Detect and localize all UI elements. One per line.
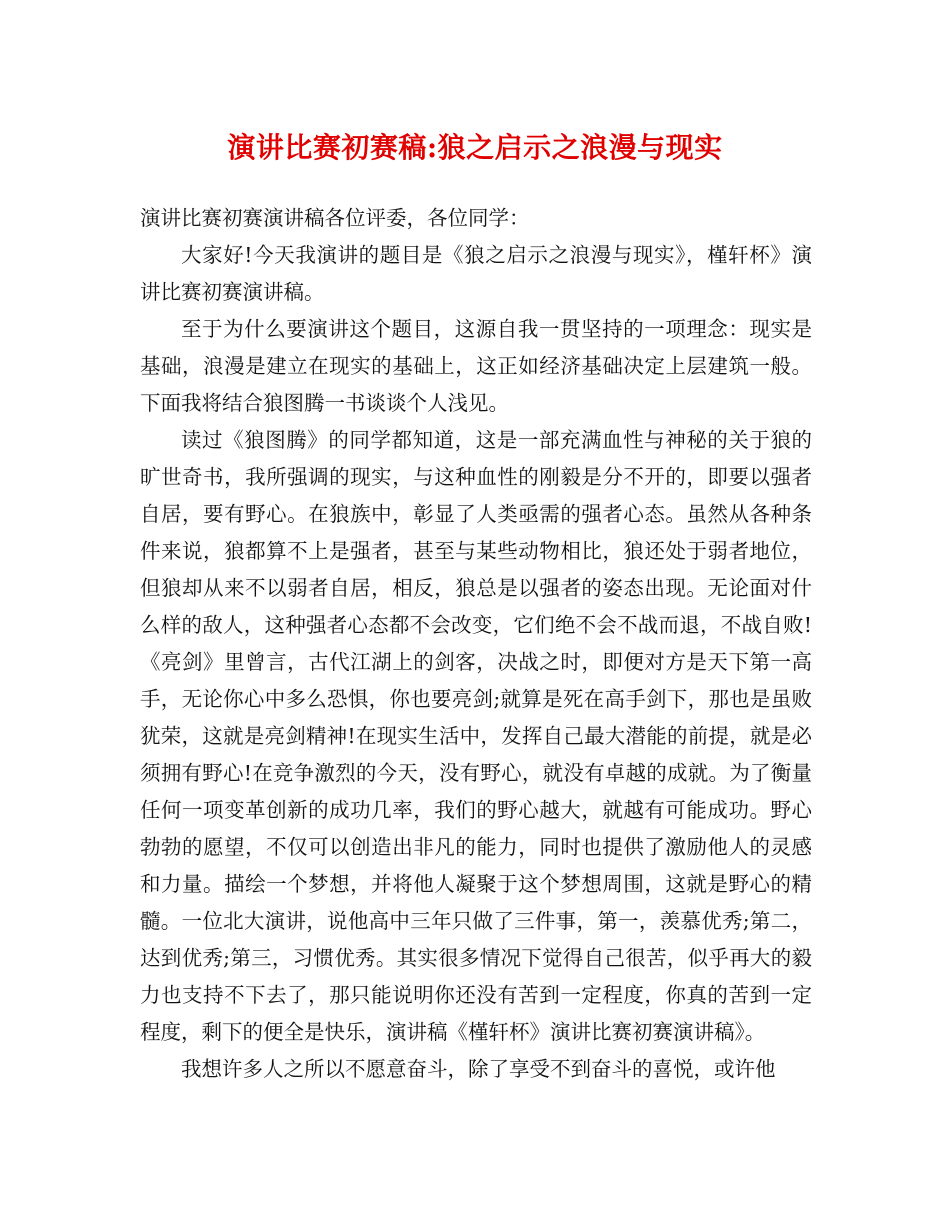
document-body: [140, 200, 812, 1088]
paragraph-reason: 至于为什么要演讲这个题目，这源自我一贯坚持的一项理念：现实是基础，浪漫是建立在现实的基础上，这正如经济基础决定上层建筑一般。下面我将结合狼图腾一书谈谈个人浅见。: [140, 317, 812, 415]
paragraph-wolf-totem: 读过《狼图腾》的同学都知道，这是一部充满血性与神秘的关于狼的旷世奇书，我所强调的现实，与这种血性的刚毅是分不开的，即要以强者自居，要有野心。在狼族中，彰显了人类亟需的强者心态。虽然从各种条件来说，狼都算不上是强者，甚至与某些动物相比，狼还处于弱者地位，但狼却从来不以弱者自居，相反，狼总是以强者的姿态出现。无论面对什么样的敌人，这种强者心态都不会改变，它们绝不会不战而退，不战自败!《亮剑》里曾言，古代江湖上的剑客，决战之时，即便对方是天下第一高手，无论你心中多么恐惧，你也要亮剑;就算是死在高手剑下，那也是虽败犹荣，这就是亮剑精神!在现实生活中，发挥自己最大潜能的前提，就是必须拥有野心!在竞争激烈的今天，没有野心，就没有卓越的成就。为了衡量任何一项变革创新的成功几率，我们的野心越大，就越有可能成功。野心勃勃的愿望，不仅可以创造出非凡的能力，同时也提供了激励他人的灵感和力量。描绘一个梦想，并将他人凝聚于这个梦想周围，这就是野心的精髓。一位北大演讲，说他高中三年只做了三件事，第一，羡慕优秀;第二，达到优秀;第三，习惯优秀。其实很多情况下觉得自己很苦，似乎再大的毅力也支持不下去了，那只能说明你还没有苦到一定程度，你真的苦到一定程度，剩下的便全是快乐，演讲稿《槿轩杯》演讲比赛初赛演讲稿》。: [140, 428, 812, 1044]
paragraph-struggle: 我想许多人之所以不愿意奋斗，除了享受不到奋斗的喜悦，或许他: [181, 1057, 776, 1081]
paragraph-greeting: 大家好!今天我演讲的题目是《狼之启示之浪漫与现实》，槿轩杯》演讲比赛初赛演讲稿。: [140, 243, 812, 304]
document-title: 演讲比赛初赛稿:狼之启示之浪漫与现实: [227, 131, 723, 164]
salutation: 演讲比赛初赛演讲稿各位评委，各位同学：: [140, 206, 530, 230]
